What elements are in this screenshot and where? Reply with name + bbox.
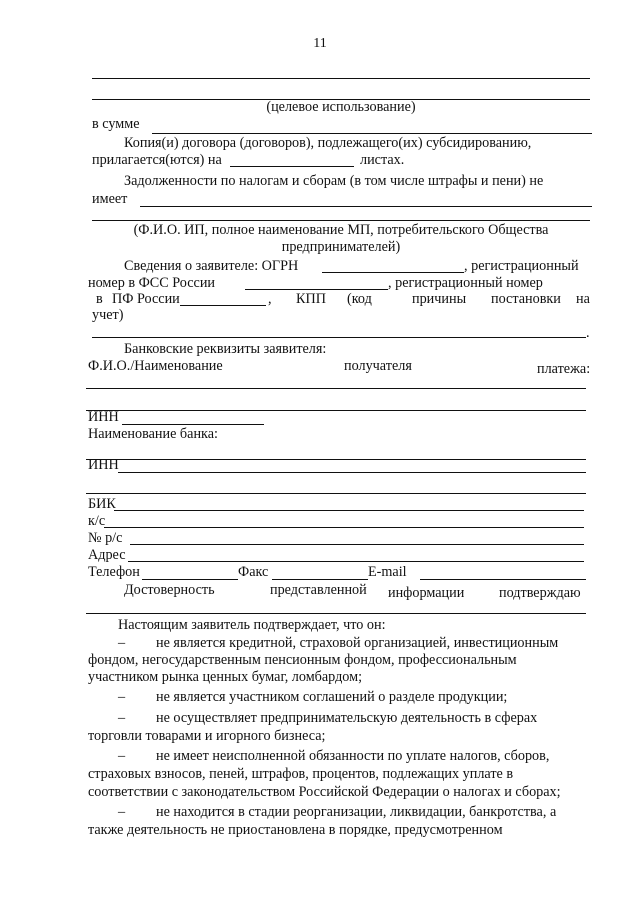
confirm-dash-4: – bbox=[118, 748, 126, 764]
reliability-word-3: информации bbox=[388, 585, 465, 601]
bank-name-label: Наименование банка: bbox=[88, 426, 218, 442]
debt-line-1: Задолженности по налогам и сборам (в том числе штрафы и пени) не bbox=[124, 173, 544, 189]
address-field[interactable] bbox=[128, 561, 584, 562]
purpose-line-1[interactable] bbox=[92, 78, 590, 79]
confirm-item-3-line-1: не осуществляет предпринимательскую деятельность в сферах bbox=[156, 710, 538, 726]
confirm-item-5-line-2: также деятельность не приостановлена в порядке, предусмотренном bbox=[88, 822, 503, 838]
inn2-field-extra[interactable] bbox=[86, 493, 586, 494]
phone-label: Телефон bbox=[88, 564, 140, 580]
pf-prefix: в bbox=[96, 291, 103, 307]
kpp-word-code: (код bbox=[347, 291, 372, 307]
pf-comma: , bbox=[268, 291, 272, 307]
recipient-field-2[interactable] bbox=[86, 410, 586, 411]
email-field[interactable] bbox=[420, 579, 586, 580]
rs-field[interactable] bbox=[130, 544, 584, 545]
applicant-line-2b: , регистрационный номер bbox=[388, 275, 543, 291]
applicant-end-dot: . bbox=[586, 325, 590, 341]
ks-label: к/с bbox=[88, 513, 106, 529]
confirm-item-4-line-3: соответствии с законодательством Российской Федерации о налогах и сборах; bbox=[88, 784, 561, 800]
bank-name-field[interactable] bbox=[86, 459, 586, 460]
kpp-field[interactable] bbox=[92, 337, 586, 338]
confirm-item-1-line-2: фондом, негосударственным пенсионным фондом, профессиональным bbox=[88, 652, 517, 668]
kpp-label: КПП bbox=[296, 291, 326, 307]
fax-label: Факс bbox=[238, 564, 269, 580]
rs-label: № р/с bbox=[88, 530, 123, 546]
confirm-item-1-line-3: участником рынка ценных бумаг, ломбардом; bbox=[88, 669, 363, 685]
fio-caption-2: предпринимателей) bbox=[281, 239, 401, 255]
inn-field[interactable] bbox=[122, 424, 264, 425]
inn2-field[interactable] bbox=[118, 472, 586, 473]
pf-label: ПФ России bbox=[112, 291, 180, 307]
pf-number-field[interactable] bbox=[180, 305, 266, 306]
recipient-field-1[interactable] bbox=[86, 388, 586, 389]
fss-number-field[interactable] bbox=[245, 289, 388, 290]
confirm-item-4-line-2: страховых взносов, пеней, штрафов, процентов, подлежащих уплате в bbox=[88, 766, 514, 782]
confirm-dash-3: – bbox=[118, 710, 126, 726]
reliability-signature-field[interactable] bbox=[86, 613, 586, 614]
phone-field[interactable] bbox=[142, 579, 238, 580]
sheets-count-field[interactable] bbox=[230, 166, 354, 167]
bank-title: Банковские реквизиты заявителя: bbox=[124, 341, 327, 357]
ogrn-field[interactable] bbox=[322, 272, 464, 273]
kpp-word-reason: причины bbox=[412, 291, 467, 307]
confirm-dash-5: – bbox=[118, 804, 126, 820]
confirm-item-3-line-2: торговли товарами и игорного бизнеса; bbox=[88, 728, 326, 744]
kpp-word-registration: постановки bbox=[491, 291, 561, 307]
sum-field[interactable] bbox=[152, 133, 592, 134]
reliability-word-2: представленной bbox=[270, 582, 367, 598]
reliability-word-4: подтверждаю bbox=[499, 585, 581, 601]
reliability-word-1: Достоверность bbox=[124, 582, 215, 598]
page-number: 11 bbox=[313, 36, 327, 51]
debt-field-2[interactable] bbox=[92, 220, 590, 221]
sum-label: в сумме bbox=[92, 116, 140, 132]
purpose-caption: (целевое использование) bbox=[266, 99, 416, 115]
fio-caption-1: (Ф.И.О. ИП, полное наименование МП, потребительского Общества bbox=[133, 222, 549, 238]
confirm-item-5-line-1: не находится в стадии реорганизации, ликвидации, банкротства, а bbox=[156, 804, 557, 820]
confirm-item-4-line-1: не имеет неисполненной обязанности по уплате налогов, сборов, bbox=[156, 748, 550, 764]
fax-field[interactable] bbox=[272, 579, 368, 580]
inn2-label: ИНН bbox=[88, 457, 119, 473]
bik-field[interactable] bbox=[114, 510, 584, 511]
confirm-dash-2: – bbox=[118, 689, 126, 705]
copy-line-1: Копия(и) договора (договоров), подлежащего(их) субсидированию, bbox=[124, 135, 532, 151]
bank-fio-word-1: Ф.И.О./Наименование bbox=[88, 358, 223, 374]
applicant-line-1a: Сведения о заявителе: ОГРН bbox=[124, 258, 299, 274]
ks-field[interactable] bbox=[104, 527, 584, 528]
applicant-line-4: учет) bbox=[92, 307, 124, 323]
debt-field-1[interactable] bbox=[140, 206, 592, 207]
bank-fio-word-3: платежа: bbox=[537, 361, 591, 377]
copy-line-2b: листах. bbox=[360, 152, 405, 168]
kpp-word-on: на bbox=[576, 291, 590, 307]
bank-fio-word-2: получателя bbox=[344, 358, 412, 374]
confirm-dash-1: – bbox=[118, 635, 126, 651]
address-label: Адрес bbox=[88, 547, 126, 563]
applicant-line-1b: , регистрационный bbox=[464, 258, 579, 274]
copy-line-2a: прилагается(ются) на bbox=[92, 152, 222, 168]
confirm-item-1-line-1: не является кредитной, страховой организацией, инвестиционным bbox=[156, 635, 559, 651]
confirm-intro: Настоящим заявитель подтверждает, что он: bbox=[118, 617, 386, 633]
inn-label: ИНН bbox=[88, 409, 119, 425]
email-label: E-mail bbox=[368, 564, 407, 580]
confirm-item-2-line-1: не является участником соглашений о разделе продукции; bbox=[156, 689, 508, 705]
bik-label: БИК bbox=[88, 496, 116, 512]
applicant-line-2a: номер в ФСС России bbox=[88, 275, 216, 291]
debt-line-2: имеет bbox=[92, 191, 128, 207]
